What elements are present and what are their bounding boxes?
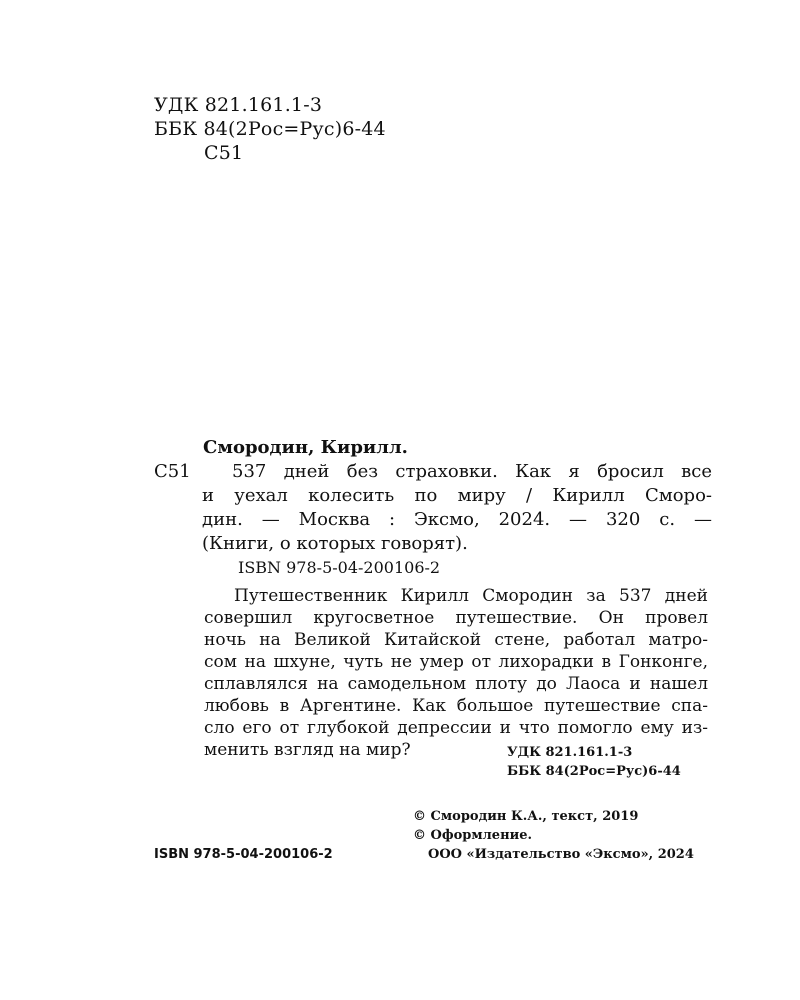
record-code: С51 (154, 461, 191, 482)
annotation (204, 585, 708, 761)
record-isbn: ISBN 978-5-04-200106-2 (238, 558, 441, 577)
annotation-line: сплавлялся на самодельном плоту до Лаоса и нашел (204, 674, 708, 694)
copyright-publisher: ООО «Издательство «Эксмо», 2024 (428, 847, 694, 862)
record-line: (Книги, о которых говорят). (202, 533, 468, 554)
annotation-line: совершил кругосветное путешествие. Он провел (204, 608, 708, 628)
bbk-code: ББК 84(2Рос=Рус)6-44 (154, 118, 386, 140)
record-author: Смородин, Кирилл. (203, 437, 408, 458)
annotation-line: любовь в Аргентине. Как большое путешествие спа- (204, 696, 708, 716)
annotation-line: сло его от глубокой депрессии и что помогло ему из- (204, 718, 708, 738)
isbn-bottom: ISBN 978-5-04-200106-2 (154, 847, 333, 862)
annotation-line: менить взгляд на мир? (204, 740, 411, 760)
annotation-line: Путешественник Кирилл Смородин за 537 дней (234, 586, 708, 606)
udk-code: УДК 821.161.1-3 (154, 94, 323, 116)
annotation-line: сом на шхуне, чуть не умер от лихорадки в Гонконге, (204, 652, 708, 672)
copyright-design: © Оформление. (413, 828, 533, 843)
record-description (202, 460, 712, 556)
copyright-text: © Смородин К.А., текст, 2019 (413, 809, 639, 824)
annotation-line: ночь на Великой Китайской стене, работал матро- (204, 630, 708, 650)
record-line: 537 дней без страховки. Как я бросил все (232, 461, 712, 482)
bbk-code-bottom: ББК 84(2Рос=Рус)6-44 (507, 764, 681, 779)
record-line: и уехал колесить по миру / Кирилл Сморо- (202, 485, 712, 506)
author-sign: С51 (204, 142, 244, 164)
udk-code-bottom: УДК 821.161.1-3 (507, 745, 633, 760)
record-line: дин. — Москва : Эксмо, 2024. — 320 с. — (202, 509, 712, 530)
